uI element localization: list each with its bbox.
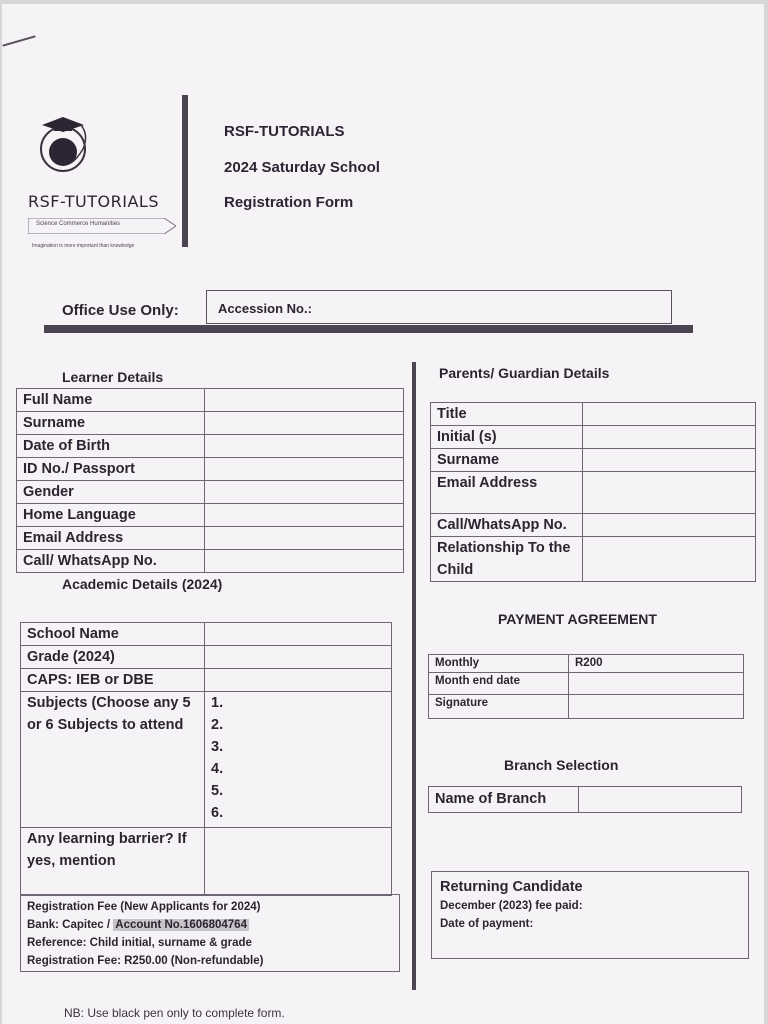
row-label: Grade (2024) — [21, 646, 205, 669]
date-of-payment-label: Date of payment: — [440, 918, 534, 930]
row-label: Full Name — [17, 389, 205, 412]
table-row — [17, 412, 404, 435]
section-divider — [44, 325, 693, 333]
subject-number: 1. — [211, 695, 224, 711]
header-form-title: Registration Form — [224, 194, 354, 211]
row-label: Initial (s) — [431, 426, 583, 449]
registration-fee-box — [20, 894, 400, 972]
account-number: Account No.1606804764 — [115, 919, 247, 931]
row-label: CAPS: IEB or DBE — [21, 669, 205, 692]
payment-agreement-title: PAYMENT AGREEMENT — [498, 611, 657, 627]
table-row — [429, 655, 744, 673]
table-row — [21, 692, 392, 828]
full-name-field[interactable] — [205, 389, 404, 412]
monthly-value: R200 — [569, 655, 744, 673]
payment-table — [428, 654, 744, 719]
subject-number: 3. — [211, 739, 224, 755]
academic-table — [20, 622, 392, 896]
row-label: Surname — [17, 412, 205, 435]
table-row — [17, 550, 404, 573]
table-row — [21, 828, 392, 896]
row-label: Home Language — [17, 504, 205, 527]
fee-amount: Registration Fee: R250.00 (Non-refundable) — [27, 955, 264, 967]
header-org: RSF-TUTORIALS — [224, 123, 345, 140]
row-label: Gender — [17, 481, 205, 504]
row-label: Email Address — [431, 472, 583, 514]
table-row — [429, 673, 744, 695]
table-row — [431, 449, 756, 472]
parent-email-field[interactable] — [583, 472, 756, 514]
school-name-field[interactable] — [205, 623, 392, 646]
relationship-field[interactable] — [583, 537, 756, 582]
parent-initials-field[interactable] — [583, 426, 756, 449]
table-row — [21, 623, 392, 646]
table-row — [431, 514, 756, 537]
row-label: Name of Branch — [429, 787, 579, 813]
subject-number: 4. — [211, 761, 224, 777]
surname-field[interactable] — [205, 412, 404, 435]
table-row — [429, 787, 742, 813]
barrier-label: Any learning barrier? If yes, mention — [21, 828, 205, 896]
table-row — [17, 504, 404, 527]
barrier-field[interactable] — [205, 828, 392, 896]
grade-field[interactable] — [205, 646, 392, 669]
table-row — [17, 458, 404, 481]
caps-field[interactable] — [205, 669, 392, 692]
table-row — [17, 389, 404, 412]
form-sheet — [2, 4, 764, 1024]
logo-motto: Imagination is more important than knowledge — [32, 243, 135, 249]
table-row — [429, 695, 744, 719]
accession-label: Accession No.: — [218, 301, 312, 316]
learner-phone-field[interactable] — [205, 550, 404, 573]
returning-candidate-box — [431, 871, 749, 959]
table-row — [17, 481, 404, 504]
row-label: Month end date — [429, 673, 569, 695]
academic-details-title: Academic Details (2024) — [62, 576, 223, 592]
gender-field[interactable] — [205, 481, 404, 504]
subject-number: 2. — [211, 717, 224, 733]
row-label: Surname — [431, 449, 583, 472]
row-label: Email Address — [17, 527, 205, 550]
footer-note: NB: Use black pen only to complete form. — [64, 1006, 285, 1020]
bank-line — [27, 916, 393, 934]
office-use-label: Office Use Only: — [62, 302, 179, 319]
column-divider — [412, 362, 416, 990]
subject-number: 5. — [211, 783, 224, 799]
home-language-field[interactable] — [205, 504, 404, 527]
branch-selection-title: Branch Selection — [504, 757, 619, 773]
graduate-head-icon — [34, 112, 114, 192]
row-label: Title — [431, 403, 583, 426]
logo-brand: RSF-TUTORIALS — [28, 192, 159, 211]
parents-details-title: Parents/ Guardian Details — [439, 365, 610, 381]
row-label: Relationship To the Child — [431, 537, 583, 582]
december-fee-label: December (2023) fee paid: — [440, 900, 583, 912]
signature-field[interactable] — [569, 695, 744, 719]
header-program: 2024 Saturday School — [224, 159, 380, 176]
row-label: Date of Birth — [17, 435, 205, 458]
subjects-label: Subjects (Choose any 5 or 6 Subjects to attend — [21, 692, 205, 828]
parent-phone-field[interactable] — [583, 514, 756, 537]
row-label: Call/WhatsApp No. — [431, 514, 583, 537]
logo — [24, 112, 176, 258]
learner-email-field[interactable] — [205, 527, 404, 550]
table-row — [21, 669, 392, 692]
learner-table — [16, 388, 404, 573]
reference-line: Reference: Child initial, surname & grade — [27, 937, 252, 949]
row-label: Monthly — [429, 655, 569, 673]
table-row — [17, 435, 404, 458]
fee-heading: Registration Fee (New Applicants for 2024) — [27, 901, 261, 913]
bank-name: Bank: Capitec / — [27, 919, 114, 931]
subject-number: 6. — [211, 805, 224, 821]
table-row — [431, 426, 756, 449]
accession-field[interactable] — [206, 290, 672, 324]
row-label: Call/ WhatsApp No. — [17, 550, 205, 573]
parent-surname-field[interactable] — [583, 449, 756, 472]
row-label: ID No./ Passport — [17, 458, 205, 481]
branch-table — [428, 786, 742, 813]
dob-field[interactable] — [205, 435, 404, 458]
branch-name-field[interactable] — [579, 787, 742, 813]
table-row — [431, 472, 756, 514]
header-divider — [182, 95, 188, 247]
row-label: Signature — [429, 695, 569, 719]
table-row — [431, 403, 756, 426]
month-end-date-field[interactable] — [569, 673, 744, 695]
pen-mark — [2, 35, 35, 46]
row-label: School Name — [21, 623, 205, 646]
id-field[interactable] — [205, 458, 404, 481]
learner-details-title: Learner Details — [62, 369, 164, 385]
returning-title: Returning Candidate — [440, 879, 583, 895]
subjects-field[interactable] — [205, 692, 392, 828]
parents-table — [430, 402, 756, 582]
table-row — [431, 537, 756, 582]
table-row — [17, 527, 404, 550]
parent-title-field[interactable] — [583, 403, 756, 426]
logo-tagline: Science Commerce Humanities — [36, 221, 121, 227]
table-row — [21, 646, 392, 669]
